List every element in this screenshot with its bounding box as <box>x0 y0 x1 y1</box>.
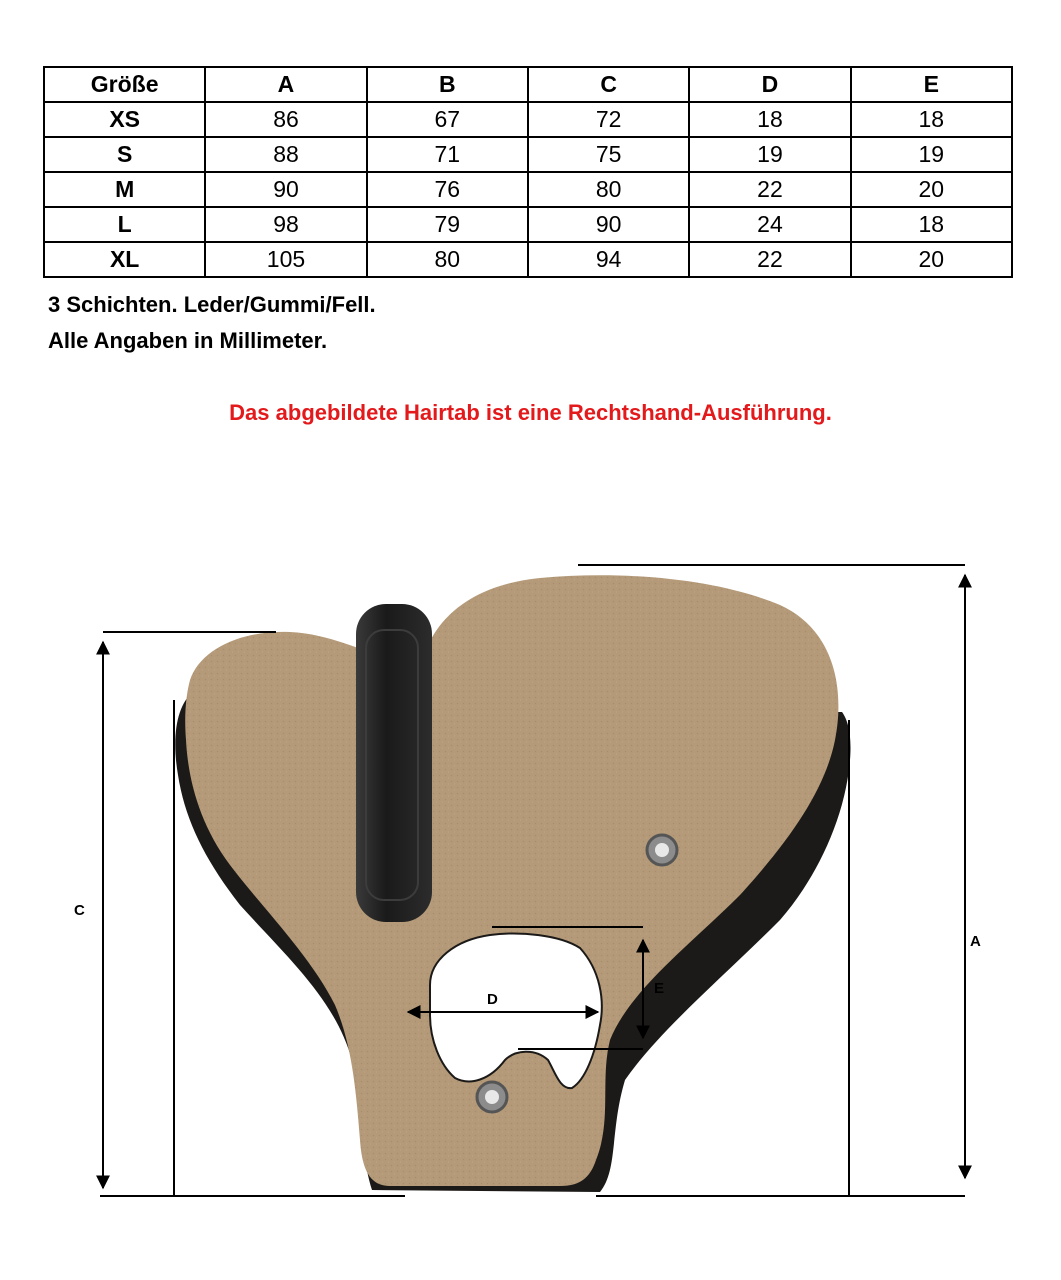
size-cell: S <box>44 137 205 172</box>
dim-e-label: E <box>654 980 665 997</box>
value-d: 19 <box>689 137 850 172</box>
value-e: 18 <box>851 207 1012 242</box>
size-cell: XS <box>44 102 205 137</box>
header-e: E <box>851 67 1012 102</box>
finger-spacer <box>356 604 432 922</box>
table-row <box>44 137 1012 172</box>
header-c: C <box>528 67 689 102</box>
size-cell: L <box>44 207 205 242</box>
value-a: 86 <box>205 102 366 137</box>
value-d: 18 <box>689 102 850 137</box>
value-c: 72 <box>528 102 689 137</box>
value-e: 20 <box>851 242 1012 277</box>
header-size: Größe <box>44 67 205 102</box>
value-c: 80 <box>528 172 689 207</box>
dim-d-label: D <box>487 991 498 1008</box>
table-row <box>44 242 1012 277</box>
value-a: 90 <box>205 172 366 207</box>
value-d: 24 <box>689 207 850 242</box>
value-a: 98 <box>205 207 366 242</box>
value-e: 19 <box>851 137 1012 172</box>
value-b: 80 <box>367 242 528 277</box>
value-a: 88 <box>205 137 366 172</box>
value-b: 79 <box>367 207 528 242</box>
value-d: 22 <box>689 242 850 277</box>
dim-c-label: C <box>74 902 85 919</box>
size-table <box>43 66 1013 278</box>
value-c: 94 <box>528 242 689 277</box>
dim-a-label: A <box>970 933 981 950</box>
value-b: 67 <box>367 102 528 137</box>
header-a: A <box>205 67 366 102</box>
header-d: D <box>689 67 850 102</box>
value-b: 76 <box>367 172 528 207</box>
value-c: 75 <box>528 137 689 172</box>
value-e: 20 <box>851 172 1012 207</box>
table-header-row <box>44 67 1012 102</box>
value-a: 105 <box>205 242 366 277</box>
value-c: 90 <box>528 207 689 242</box>
value-d: 22 <box>689 172 850 207</box>
value-e: 18 <box>851 102 1012 137</box>
header-b: B <box>367 67 528 102</box>
size-cell: XL <box>44 242 205 277</box>
tab-leather-face <box>185 575 838 1186</box>
table-row <box>44 102 1012 137</box>
size-cell: M <box>44 172 205 207</box>
table-row <box>44 172 1012 207</box>
note-right-hand: Das abgebildete Hairtab ist eine Rechtshand-Ausführung. <box>229 400 832 425</box>
value-b: 71 <box>367 137 528 172</box>
hairtab-dimension-drawing <box>0 500 1061 1240</box>
table-row <box>44 207 1012 242</box>
note-layers: 3 Schichten. Leder/Gummi/Fell. <box>48 292 376 317</box>
note-units: Alle Angaben in Millimeter. <box>48 328 328 353</box>
